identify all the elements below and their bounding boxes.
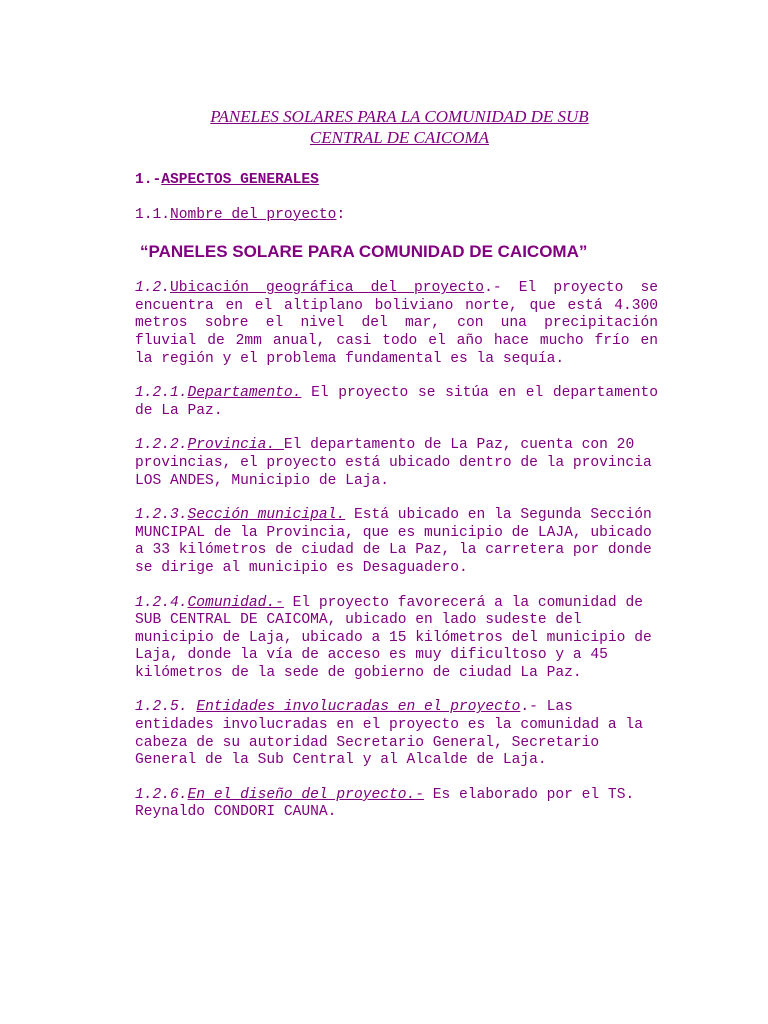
section-heading <box>135 172 658 190</box>
document-title <box>135 106 658 148</box>
paragraph-separator <box>424 787 433 803</box>
paragraph-number: 1.2.3. <box>135 507 188 524</box>
project-name-suffix: : <box>336 206 346 223</box>
paragraph-label: Comunidad.- <box>187 594 284 611</box>
paragraph-separator <box>284 595 293 611</box>
paragraph-text: El proyecto favorecerá a la comunidad de SUB CENTRAL DE CAICOMA, ubicado en lado sudeste del municipio de Laja, ubicado a 15 kilómetros del municipio de Laja, donde la vía de acceso es muy dificultoso y a 45 kilómetros de la sede de gobierno de ciudad La Paz. <box>135 594 652 681</box>
paragraph-separator: .- <box>484 280 519 297</box>
paragraph-number: 1.2.4. <box>135 594 188 611</box>
paragraph-provincia <box>135 437 658 490</box>
paragraph-seccion-municipal <box>135 507 658 577</box>
section-title: ASPECTOS GENERALES <box>161 172 319 188</box>
project-name-number: 1.1. <box>135 206 171 223</box>
paragraph-departamento <box>135 385 658 420</box>
project-name-label-text: Nombre del proyecto <box>170 206 337 223</box>
document-page <box>135 106 658 822</box>
paragraph-text: El departamento de La Paz, cuenta con 20 provincias, el proyecto está ubicado dentro de la provincia LOS ANDES, Municipio de Laja. <box>135 437 652 489</box>
paragraph-comunidad <box>135 595 658 683</box>
paragraph-number: 1.2.5. <box>135 699 197 716</box>
paragraph-label: Entidades involucradas en el proyecto <box>196 699 521 716</box>
title-line-2: CENTRAL DE CAICOMA <box>309 128 490 147</box>
paragraph-label: Departamento. <box>187 385 302 402</box>
paragraph-text: El proyecto se encuentra en el altiplano boliviano norte, que está 4.300 metros sobre el nivel del mar, con una precipitación fluvial de 2mm anual, casi todo el año hace mucho frío en la región y el problema fundamental es la sequía. <box>135 280 658 367</box>
paragraph-label: Ubicación geográfica del proyecto <box>170 280 485 297</box>
paragraph-number: 1.2.1. <box>135 385 188 402</box>
paragraph-text: Está ubicado en la Segunda Sección MUNCIPAL de la Provincia, que es municipio de LAJA, ubicado a 33 kilómetros de ciudad de La Paz, la carretera por donde se dirige al municipio es Desaguadero. <box>135 507 652 576</box>
paragraph-entidades <box>135 699 658 769</box>
paragraph-label: Provincia. <box>187 437 284 454</box>
paragraph-label: En el diseño del proyecto.- <box>187 786 425 803</box>
paragraph-text: Las entidades involucradas en el proyecto es la comunidad a la cabeza de su autoridad Secretario General, Secretario General de la Sub Central y al Alcalde de Laja. <box>135 699 643 769</box>
section-number: 1.- <box>135 172 162 188</box>
paragraph-text: Es elaborado por el TS. Reynaldo CONDORI CAUNA. <box>135 786 635 821</box>
paragraph-number: 1.2.6. <box>135 786 188 803</box>
paragraph-ubicacion <box>135 280 658 368</box>
paragraph-number: 1.2.2. <box>135 437 188 454</box>
paragraph-separator <box>345 507 354 523</box>
paragraph-label: Sección municipal. <box>187 507 346 524</box>
project-name-label <box>135 207 658 225</box>
paragraph-separator <box>301 385 311 401</box>
paragraph-diseno <box>135 787 658 822</box>
paragraph-number: 1.2. <box>135 280 171 297</box>
project-name: “PANELES SOLARE PARA COMUNIDAD DE CAICOMA” <box>140 242 588 262</box>
paragraph-separator: .- <box>520 699 547 716</box>
title-line-1: PANELES SOLARES PARA LA COMUNIDAD DE SUB <box>210 107 589 126</box>
paragraph-text: El proyecto se sitúa en el departamento de La Paz. <box>135 385 658 419</box>
